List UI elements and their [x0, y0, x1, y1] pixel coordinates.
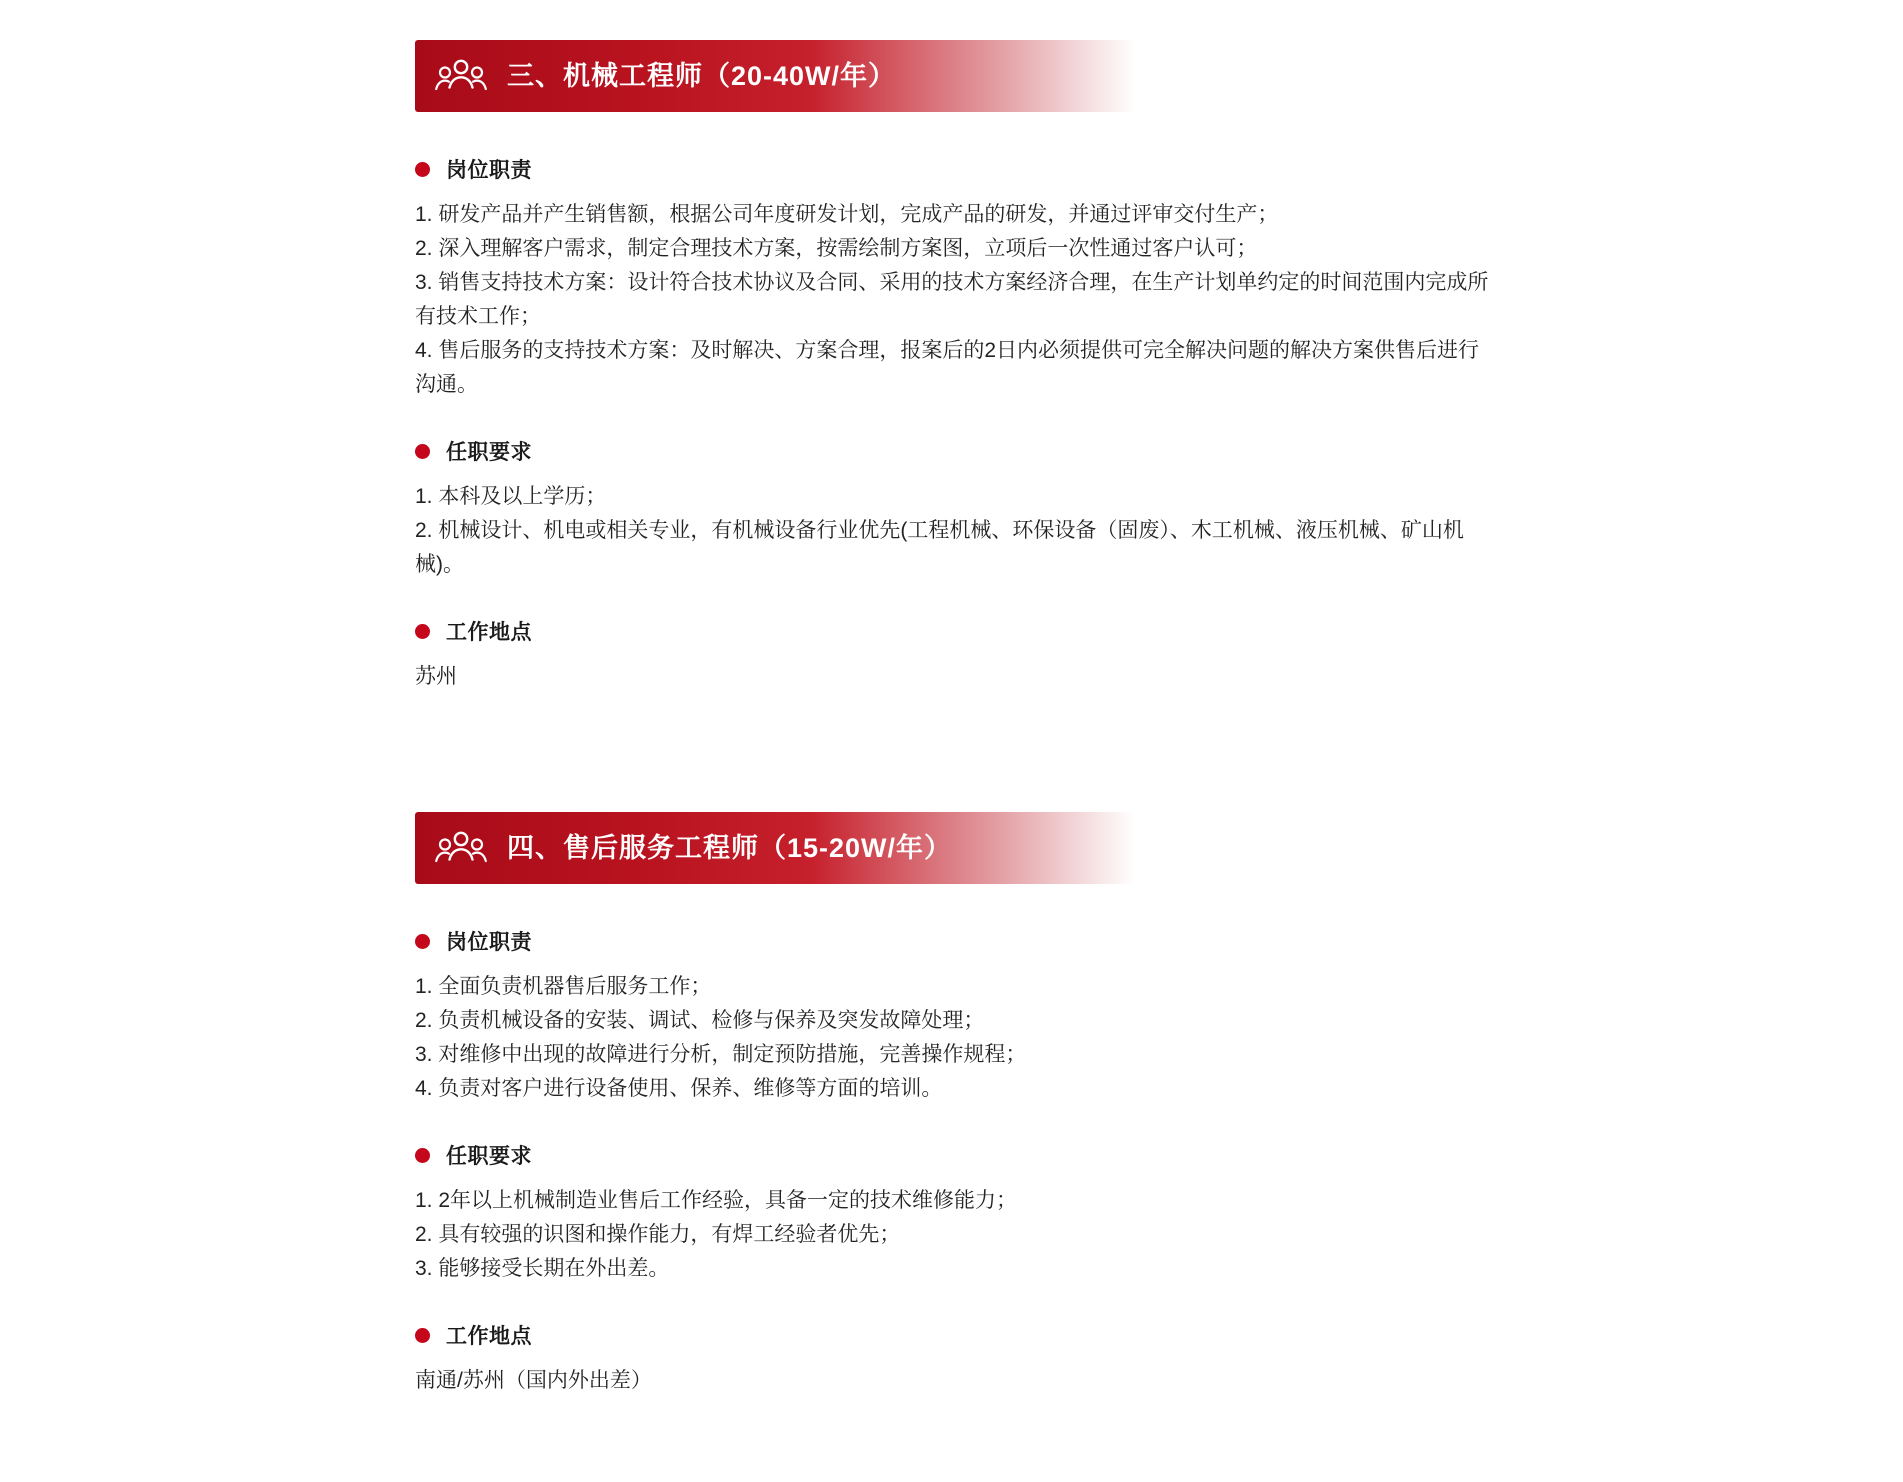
content-line: 3. 能够接受长期在外出差。	[415, 1257, 670, 1281]
block-duties	[415, 926, 1903, 1106]
block-content	[415, 1184, 1490, 1286]
block-content	[415, 970, 1490, 1106]
content-line: 1. 全面负责机器售后服务工作；	[415, 975, 712, 999]
section-header-banner	[415, 40, 1135, 112]
block-location	[415, 1320, 1903, 1398]
bullet-icon	[415, 1328, 430, 1343]
content-line: 苏州	[415, 665, 457, 689]
content-line: 2. 机械设计、机电或相关专业，有机械设备行业优先(工程机械、环保设备（固废）、木工机械、液压机械、矿山机械)。	[415, 519, 1464, 577]
block-heading-label: 任职要求	[446, 1145, 532, 1169]
block-content	[415, 480, 1490, 582]
people-group-icon	[415, 56, 507, 96]
section-body	[415, 884, 1903, 1398]
block-heading	[415, 1320, 1903, 1350]
section-title: 三、机械工程师（20-40W/年）	[507, 60, 897, 91]
block-requirements	[415, 436, 1903, 582]
section-body	[415, 112, 1903, 694]
people-group-icon	[415, 828, 507, 868]
job-section-after-sales-engineer	[0, 812, 1903, 1398]
content-line: 1. 2年以上机械制造业售后工作经验，具备一定的技术维修能力；	[415, 1189, 1018, 1213]
block-heading	[415, 1140, 1903, 1170]
block-content	[415, 1364, 1490, 1398]
block-requirements	[415, 1140, 1903, 1286]
section-title: 四、售后服务工程师（15-20W/年）	[507, 832, 953, 863]
content-line: 4. 售后服务的支持技术方案：及时解决、方案合理，报案后的2日内必须提供可完全解决问题的解决方案供售后进行沟通。	[415, 339, 1480, 397]
block-heading	[415, 926, 1903, 956]
block-heading-label: 工作地点	[446, 621, 532, 645]
block-heading	[415, 436, 1903, 466]
content-line: 3. 对维修中出现的故障进行分析，制定预防措施，完善操作规程；	[415, 1043, 1027, 1067]
bullet-icon	[415, 934, 430, 949]
content-line: 3. 销售支持技术方案：设计符合技术协议及合同、采用的技术方案经济合理，在生产计划单约定的时间范围内完成所有技术工作；	[415, 271, 1489, 329]
block-heading	[415, 616, 1903, 646]
bullet-icon	[415, 1148, 430, 1163]
block-heading	[415, 154, 1903, 184]
bullet-icon	[415, 624, 430, 639]
content-line: 1. 研发产品并产生销售额，根据公司年度研发计划，完成产品的研发，并通过评审交付生产；	[415, 203, 1279, 226]
block-duties	[415, 154, 1903, 402]
section-spacer	[0, 694, 1903, 812]
block-location	[415, 616, 1903, 694]
content-line: 2. 具有较强的识图和操作能力，有焊工经验者优先；	[415, 1223, 901, 1247]
job-section-mechanical-engineer	[0, 40, 1903, 694]
block-heading-label: 岗位职责	[446, 159, 532, 182]
content-line: 1. 本科及以上学历；	[415, 485, 607, 509]
bullet-icon	[415, 162, 430, 177]
bullet-icon	[415, 444, 430, 459]
block-content	[415, 198, 1490, 402]
top-spacer	[0, 0, 1903, 40]
block-heading-label: 岗位职责	[446, 931, 532, 955]
content-line: 2. 负责机械设备的安装、调试、检修与保养及突发故障处理；	[415, 1009, 985, 1033]
block-heading-label: 任职要求	[446, 441, 532, 465]
content-line: 2. 深入理解客户需求，制定合理技术方案，按需绘制方案图，立项后一次性通过客户认可；	[415, 237, 1258, 261]
section-header-banner	[415, 812, 1135, 884]
content-line: 南通/苏州（国内外出差）	[415, 1369, 652, 1393]
block-heading-label: 工作地点	[446, 1325, 532, 1349]
content-line: 4. 负责对客户进行设备使用、保养、维修等方面的培训。	[415, 1077, 943, 1101]
block-content	[415, 660, 1490, 694]
